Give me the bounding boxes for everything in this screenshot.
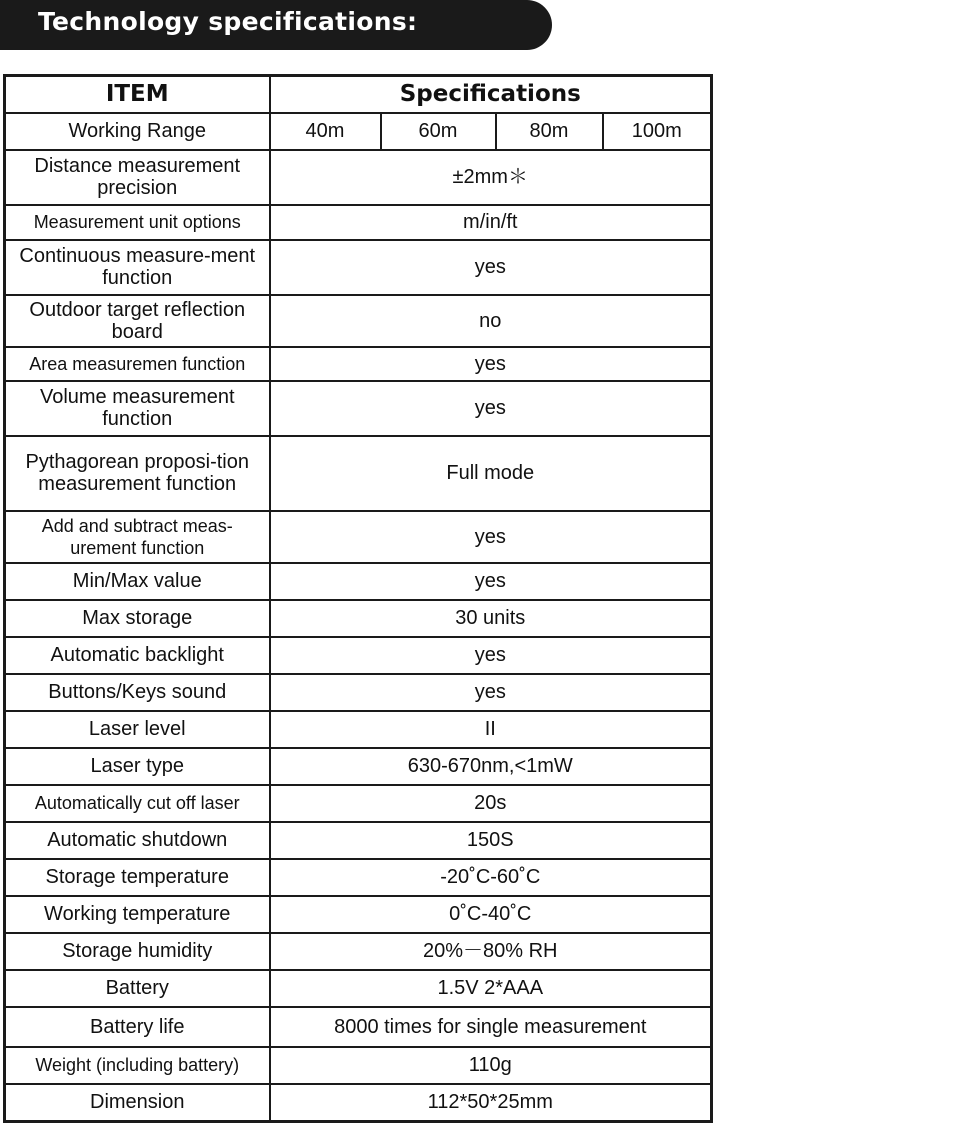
table-row [5, 381, 712, 436]
row-label: Working Range [5, 113, 270, 150]
range-value-40m: 40m [270, 113, 381, 150]
row-label: Continuous measure-ment function [5, 240, 270, 295]
row-label: Min/Max value [5, 563, 270, 600]
table-row [5, 859, 712, 896]
banner-title: Technology specifications: [38, 7, 418, 36]
row-label: Working temperature [5, 896, 270, 933]
row-label: Area measuremen function [5, 347, 270, 381]
table-row [5, 295, 712, 347]
row-value: ±2mm＊ [270, 150, 712, 205]
row-value: 630-670nm,<1mW [270, 748, 712, 785]
row-label: Max storage [5, 600, 270, 637]
row-label: Automatic backlight [5, 637, 270, 674]
row-value: 20%－80% RH [270, 933, 712, 970]
table-row [5, 822, 712, 859]
header-item: ITEM [5, 76, 270, 113]
header-specifications: Specifications [270, 76, 712, 113]
range-value-100m: 100m [603, 113, 712, 150]
row-label: Dimension [5, 1084, 270, 1122]
row-value: 1.5V 2*AAA [270, 970, 712, 1007]
table-row [5, 933, 712, 970]
row-value: yes [270, 381, 712, 436]
row-label: Distance measurement precision [5, 150, 270, 205]
range-value-80m: 80m [496, 113, 603, 150]
table-row [5, 970, 712, 1007]
row-value: Full mode [270, 436, 712, 511]
row-label: Pythagorean proposi-tion measurement function [5, 436, 270, 511]
table-row [5, 150, 712, 205]
row-label: Buttons/Keys sound [5, 674, 270, 711]
row-label: Battery [5, 970, 270, 1007]
table-row [5, 205, 712, 240]
row-label: Storage humidity [5, 933, 270, 970]
table-row [5, 896, 712, 933]
row-value: yes [270, 347, 712, 381]
row-value: yes [270, 637, 712, 674]
table-row [5, 347, 712, 381]
table-row [5, 674, 712, 711]
row-label: Battery life [5, 1007, 270, 1047]
row-value: 112*50*25mm [270, 1084, 712, 1122]
row-value: 150S [270, 822, 712, 859]
row-value: 110g [270, 1047, 712, 1084]
table-row [5, 1047, 712, 1084]
row-label: Laser type [5, 748, 270, 785]
row-label: Add and subtract meas-urement function [5, 511, 270, 563]
row-label: Measurement unit options [5, 205, 270, 240]
table-row [5, 1084, 712, 1122]
row-value: no [270, 295, 712, 347]
row-value: 20s [270, 785, 712, 822]
row-label: Storage temperature [5, 859, 270, 896]
table-row [5, 1007, 712, 1047]
row-label: Volume measurement function [5, 381, 270, 436]
table-row [5, 240, 712, 295]
row-value: 0˚C-40˚C [270, 896, 712, 933]
title-banner [0, 0, 552, 50]
row-label: Automatically cut off laser [5, 785, 270, 822]
row-label: Automatic shutdown [5, 822, 270, 859]
row-label: Laser level [5, 711, 270, 748]
row-value: -20˚C-60˚C [270, 859, 712, 896]
row-value: yes [270, 674, 712, 711]
table-header-row [5, 76, 712, 113]
row-label: Weight (including battery) [5, 1047, 270, 1084]
row-value: II [270, 711, 712, 748]
range-value-60m: 60m [381, 113, 496, 150]
row-value: 8000 times for single measurement [270, 1007, 712, 1047]
row-label: Outdoor target reflection board [5, 295, 270, 347]
specifications-table [3, 74, 713, 1123]
table-row [5, 711, 712, 748]
table-row [5, 511, 712, 563]
row-value: m/in/ft [270, 205, 712, 240]
table-row [5, 637, 712, 674]
table-row [5, 563, 712, 600]
row-value: yes [270, 511, 712, 563]
row-value: 30 units [270, 600, 712, 637]
table-row [5, 600, 712, 637]
table-row [5, 748, 712, 785]
table-row [5, 785, 712, 822]
row-value: yes [270, 563, 712, 600]
table-row [5, 113, 712, 150]
row-value: yes [270, 240, 712, 295]
table-row [5, 436, 712, 511]
